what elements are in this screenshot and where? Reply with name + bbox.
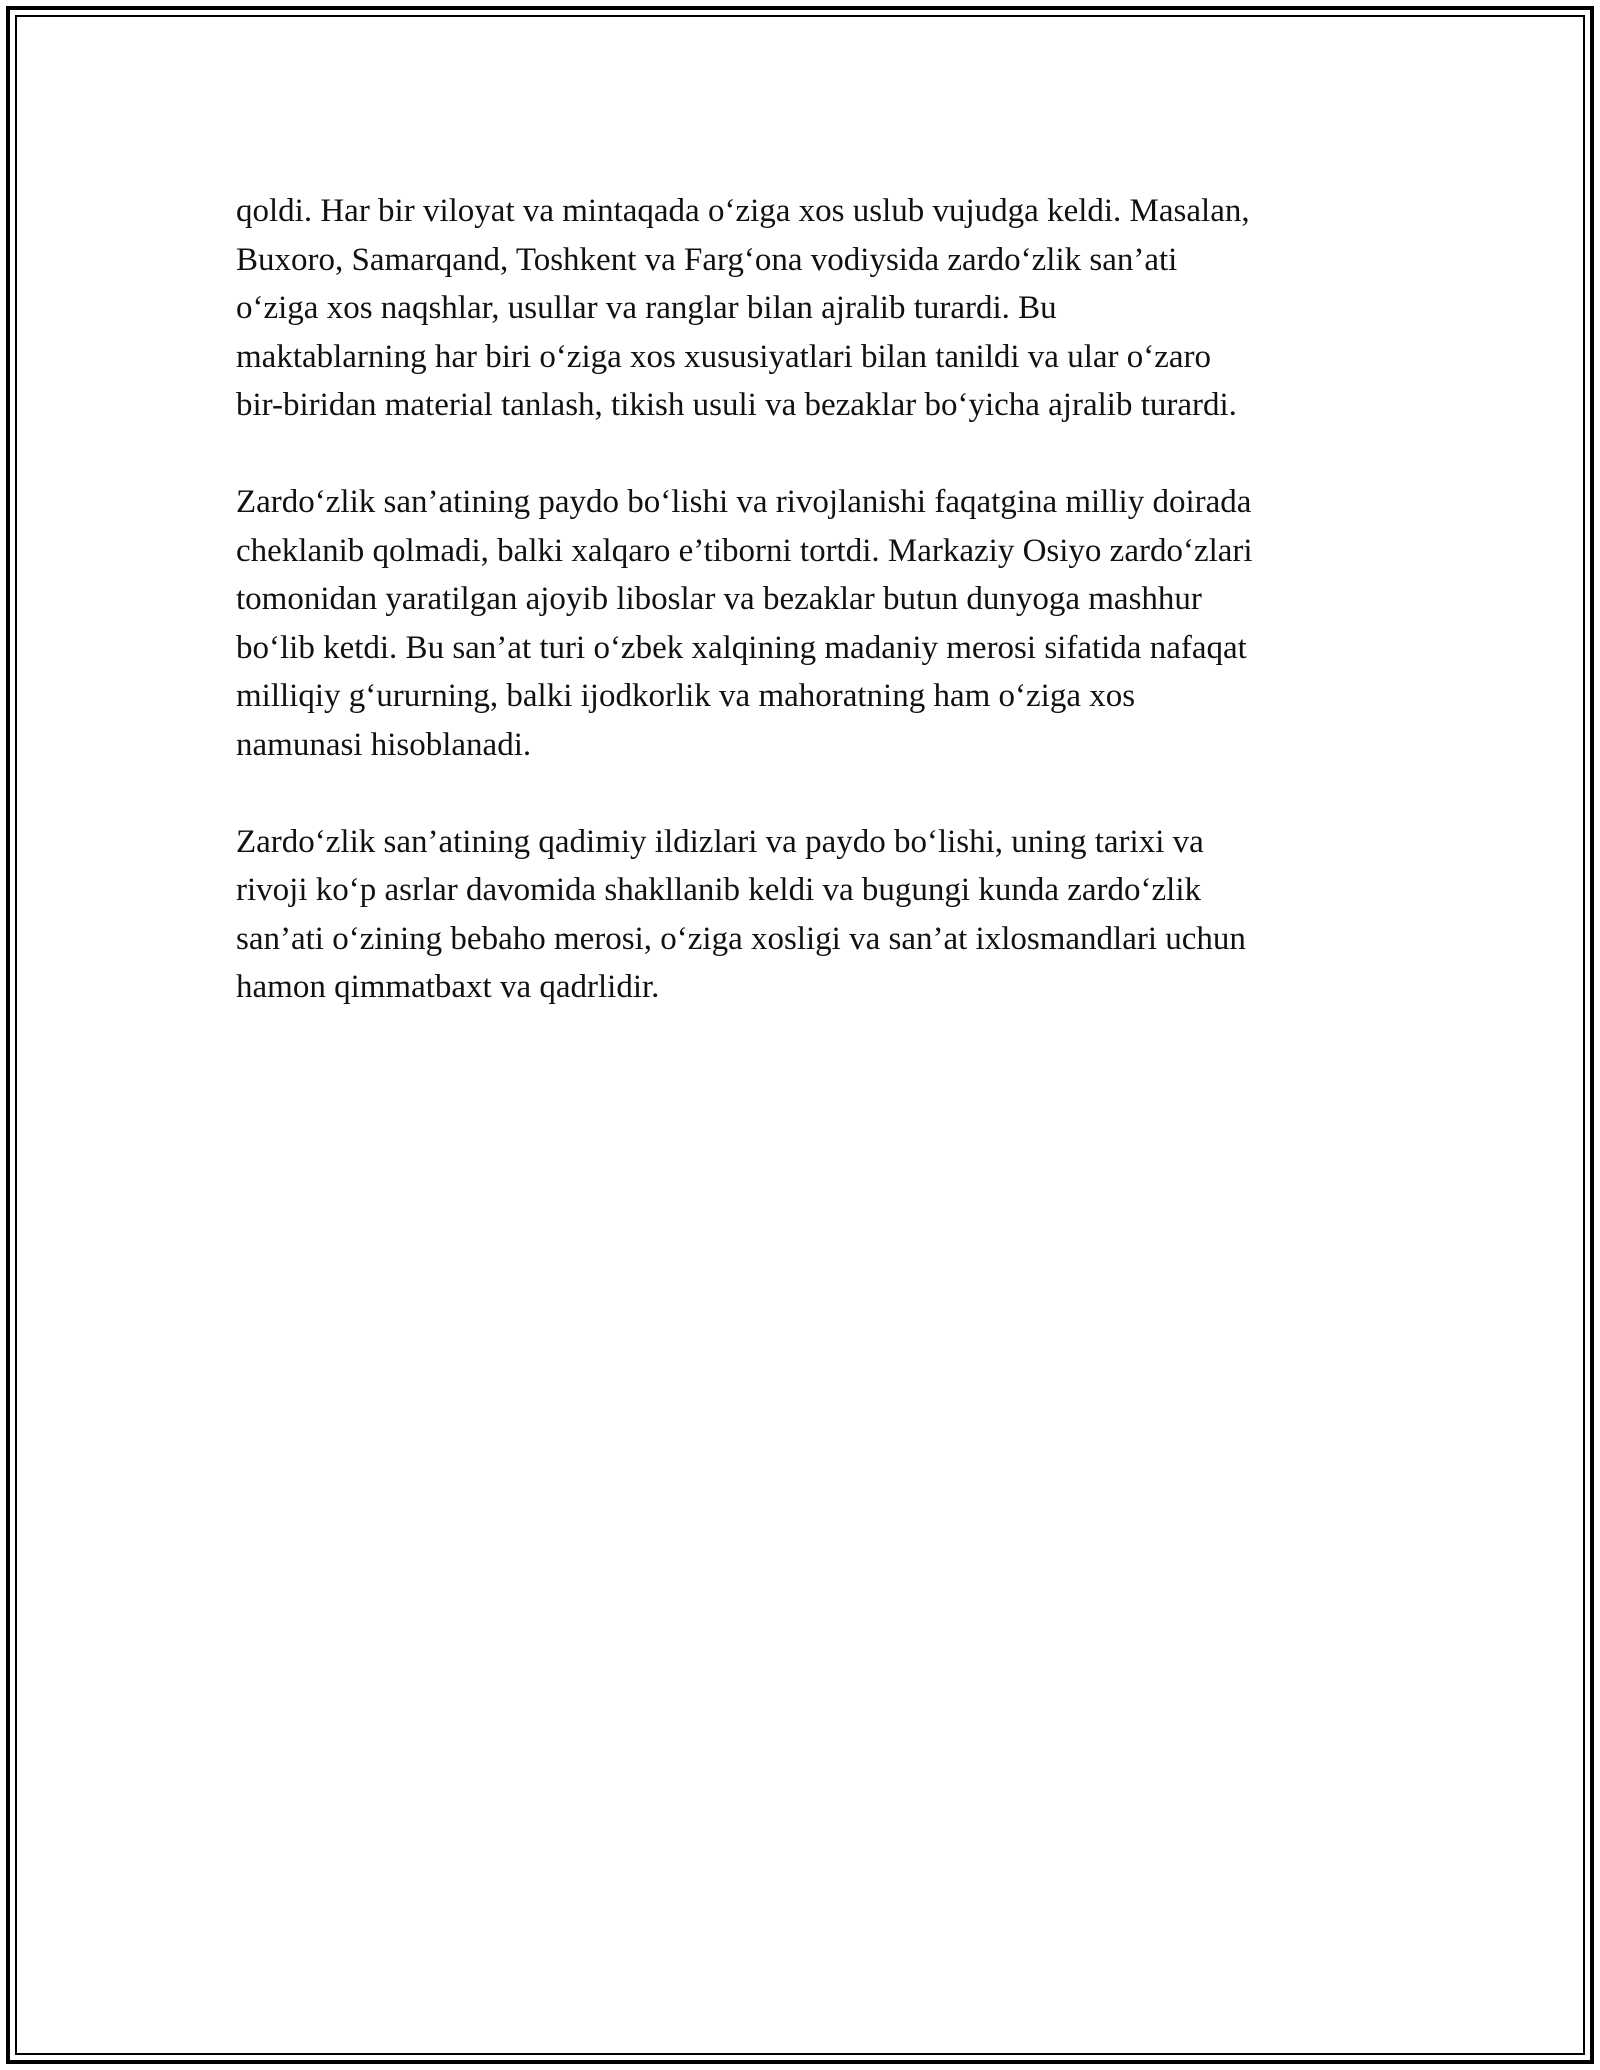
document-body — [236, 187, 1376, 1060]
paragraph-1: qoldi. Har bir viloyat va mintaqada o‘ziga xos uslub vujudga keldi. Masalan, Buxoro, Samarqand, Toshkent va Farg‘ona vodiysida zardo‘zlik san’ati o‘ziga xos naqshlar, usullar va ranglar bilan ajralib turardi. Bu maktablarning har biri o‘ziga xos xususiyatlari bilan tanildi va ular o‘zaro bir-biridan material tanlash, tikish usuli va bezaklar bo‘yicha ajralib turardi. — [236, 193, 1250, 423]
paragraph-3: Zardo‘zlik san’atining qadimiy ildizlari va paydo bo‘lishi, uning tarixi va rivoji ko‘p asrlar davomida shakllanib keldi va bugungi kunda zardo‘zlik san’ati o‘zining bebaho merosi, o‘ziga xosligi va san’at ixlosmandlari uchun hamon qimmatbaxt va qadrlidir. — [236, 823, 1246, 1005]
paragraph-2: Zardo‘zlik san’atining paydo bo‘lishi va rivojlanishi faqatgina milliy doirada cheklanib qolmadi, balki xalqaro e’tiborni tortdi. Markaziy Osiyo zardo‘zlari tomonidan yaratilgan ajoyib liboslar va bezaklar butun dunyoga mashhur bo‘lib ketdi. Bu san’at turi o‘zbek xalqining madaniy merosi sifatida nafaqat milliqiy g‘ururning, balki ijodkorlik va mahoratning ham o‘ziga xos namunasi hisoblanadi. — [236, 484, 1253, 763]
